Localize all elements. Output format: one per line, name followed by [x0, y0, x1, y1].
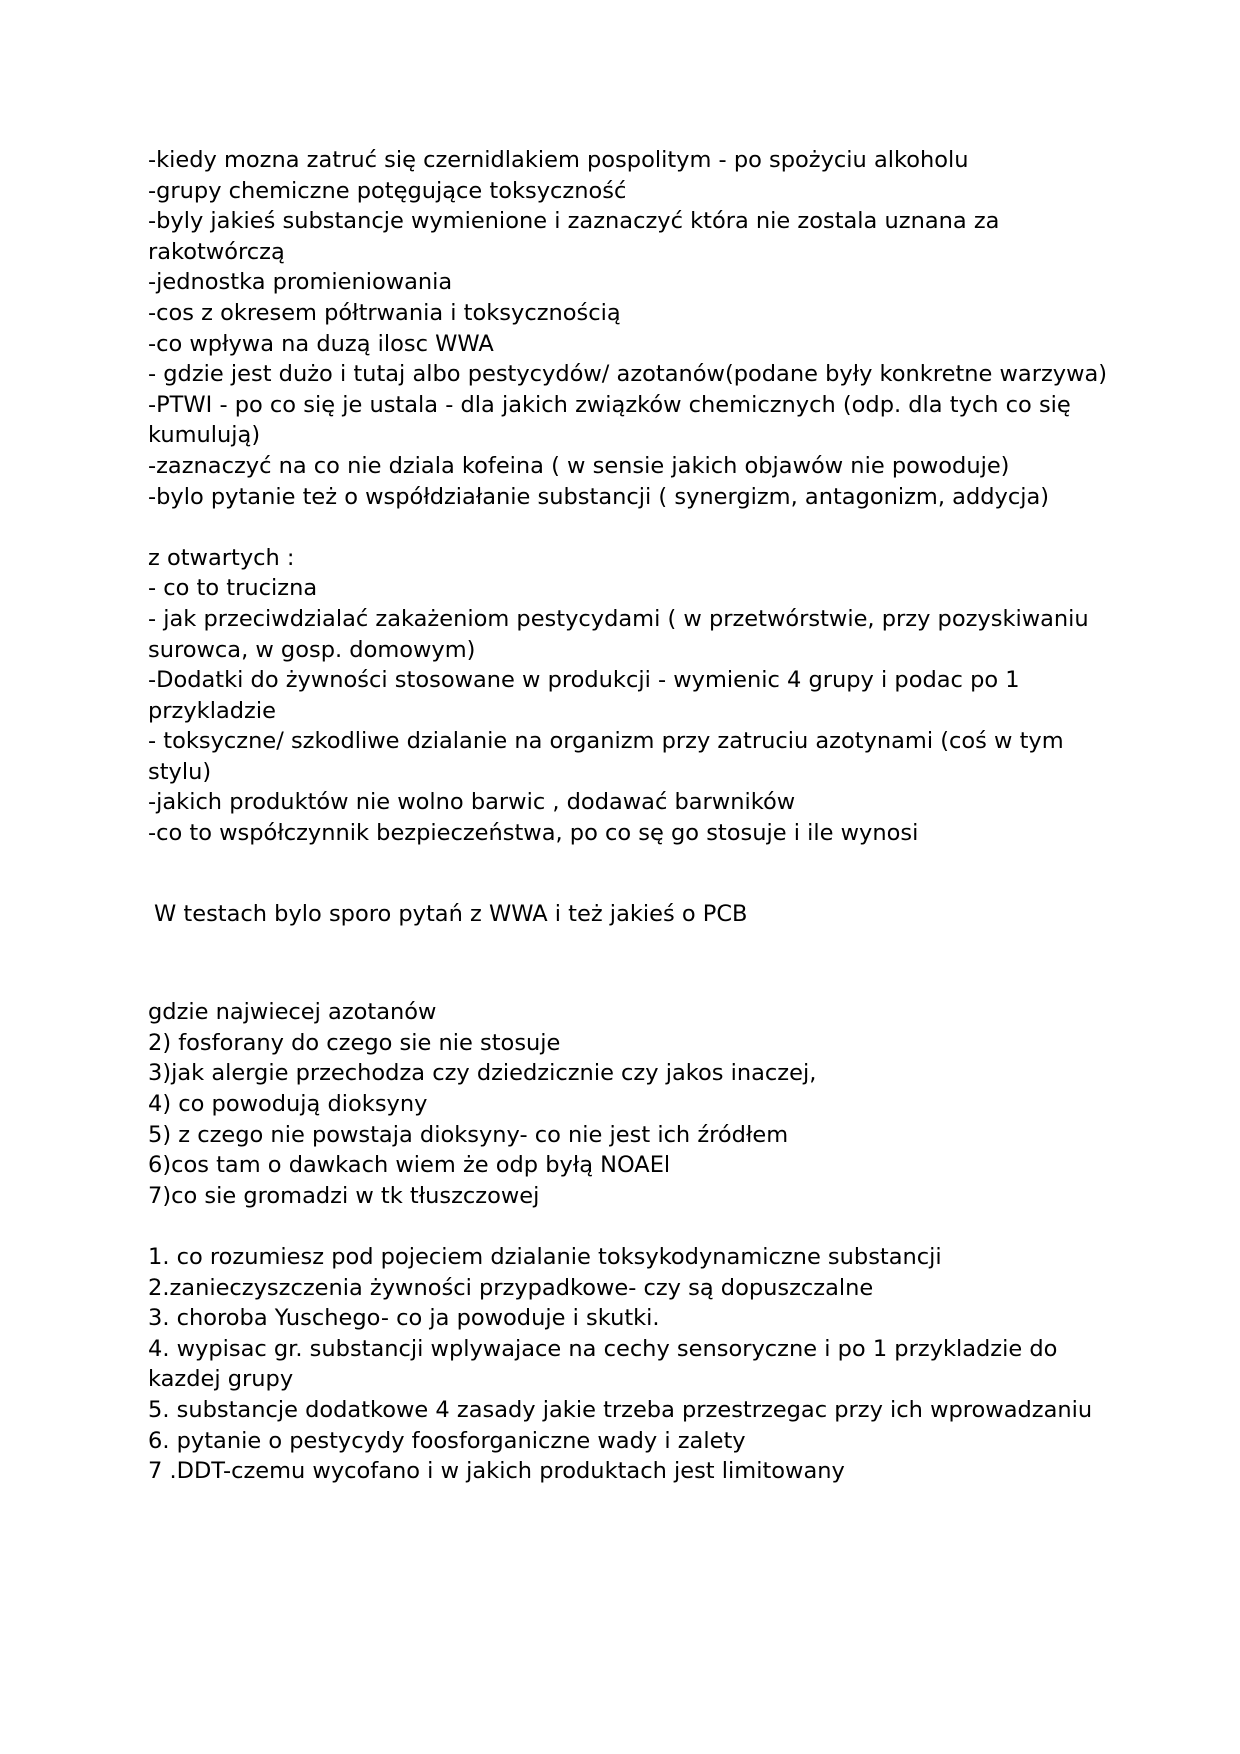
numbered-questions-list-a	[148, 997, 1108, 1211]
open-questions-list	[148, 543, 1108, 849]
list-item: - jak przeciwdzialać zakażeniom pestycydami ( w przetwórstwie, przy pozyskiwaniu surowca, w gosp. domowym)	[148, 605, 1089, 663]
spacer	[148, 1211, 1108, 1242]
list-item: -byly jakieś substancje wymienione i zaznaczyć która nie zostala uznana za rakotwórczą	[148, 208, 1000, 265]
section-heading: z otwartych :	[148, 544, 295, 571]
spacer	[148, 849, 1108, 899]
list-item: 5. substancje dodatkowe 4 zasady jakie trzeba przestrzegac przy ich wprowadzaniu	[148, 1396, 1093, 1423]
spacer	[148, 512, 1108, 543]
list-item: 4) co powodują dioksyny	[148, 1091, 428, 1118]
list-item: 1. co rozumiesz pod pojeciem dzialanie toksykodynamiczne substancji	[148, 1244, 942, 1270]
list-item: 6)cos tam o dawkach wiem że odp byłą NOAEl	[148, 1152, 671, 1179]
list-item: 5) z czego nie powstaja dioksyny- co nie jest ich źródłem	[148, 1121, 789, 1148]
list-item: -jakich produktów nie wolno barwic , dodawać barwników	[148, 789, 796, 816]
list-item: gdzie najwiecej azotanów	[148, 999, 437, 1026]
list-item: 6. pytanie o pestycydy foosforganiczne wady i zalety	[148, 1427, 746, 1454]
document-body	[148, 145, 1108, 1487]
list-item: - co to trucizna	[148, 575, 318, 602]
list-item: -bylo pytanie też o współdziałanie substancji ( synergizm, antagonizm, addycja)	[148, 483, 1050, 510]
list-item: 2) fosforany do czego sie nie stosuje	[148, 1029, 561, 1056]
list-item: - gdzie jest dużo i tutaj albo pestycydów/ azotanów(podane były konkretne warzywa)	[148, 361, 1108, 388]
list-item: -co to współczynnik bezpieczeństwa, po co sę go stosuje i ile wynosi	[148, 820, 919, 847]
list-item: -cos z okresem półtrwania i toksycznością	[148, 299, 621, 326]
list-item: -Dodatki do żywności stosowane w produkcji - wymienic 4 grupy i podac po 1 przykladzie	[148, 667, 1020, 724]
list-item: 7 .DDT-czemu wycofano i w jakich produktach jest limitowany	[148, 1458, 845, 1485]
spacer	[148, 929, 1108, 997]
list-item: 7)co sie gromadzi w tk tłuszczowej	[148, 1182, 540, 1209]
list-item: 2.zanieczyszczenia żywności przypadkowe- czy są dopuszczalne	[148, 1274, 874, 1301]
list-item: -jednostka promieniowania	[148, 269, 453, 296]
closed-questions-list	[148, 145, 1108, 512]
list-item: -grupy chemiczne potęgujące toksyczność	[148, 177, 627, 204]
numbered-questions-list-b	[148, 1242, 1108, 1487]
list-item: -zaznaczyć na co nie dziala kofeina ( w sensie jakich objawów nie powoduje)	[148, 452, 1010, 479]
list-item: 3. choroba Yuschego- co ja powoduje i skutki.	[148, 1305, 660, 1332]
list-item: -PTWI - po co się je ustala - dla jakich związków chemicznych (odp. dla tych co się kumulują)	[148, 391, 1071, 449]
list-item: -co wpływa na duzą ilosc WWA	[148, 330, 494, 357]
note-paragraph	[148, 899, 1108, 930]
note-text: W testach bylo sporo pytań z WWA i też jakieś o PCB	[154, 900, 748, 927]
list-item: 4. wypisac gr. substancji wplywajace na cechy sensoryczne i po 1 przykladzie do kazdej grupy	[148, 1335, 1058, 1393]
list-item: - toksyczne/ szkodliwe dzialanie na organizm przy zatruciu azotynami (coś w tym stylu)	[148, 728, 1064, 785]
list-item: -kiedy mozna zatruć się czernidlakiem pospolitym - po spożyciu alkoholu	[148, 147, 969, 173]
list-item: 3)jak alergie przechodza czy dziedzicznie czy jakos inaczej,	[148, 1060, 817, 1087]
